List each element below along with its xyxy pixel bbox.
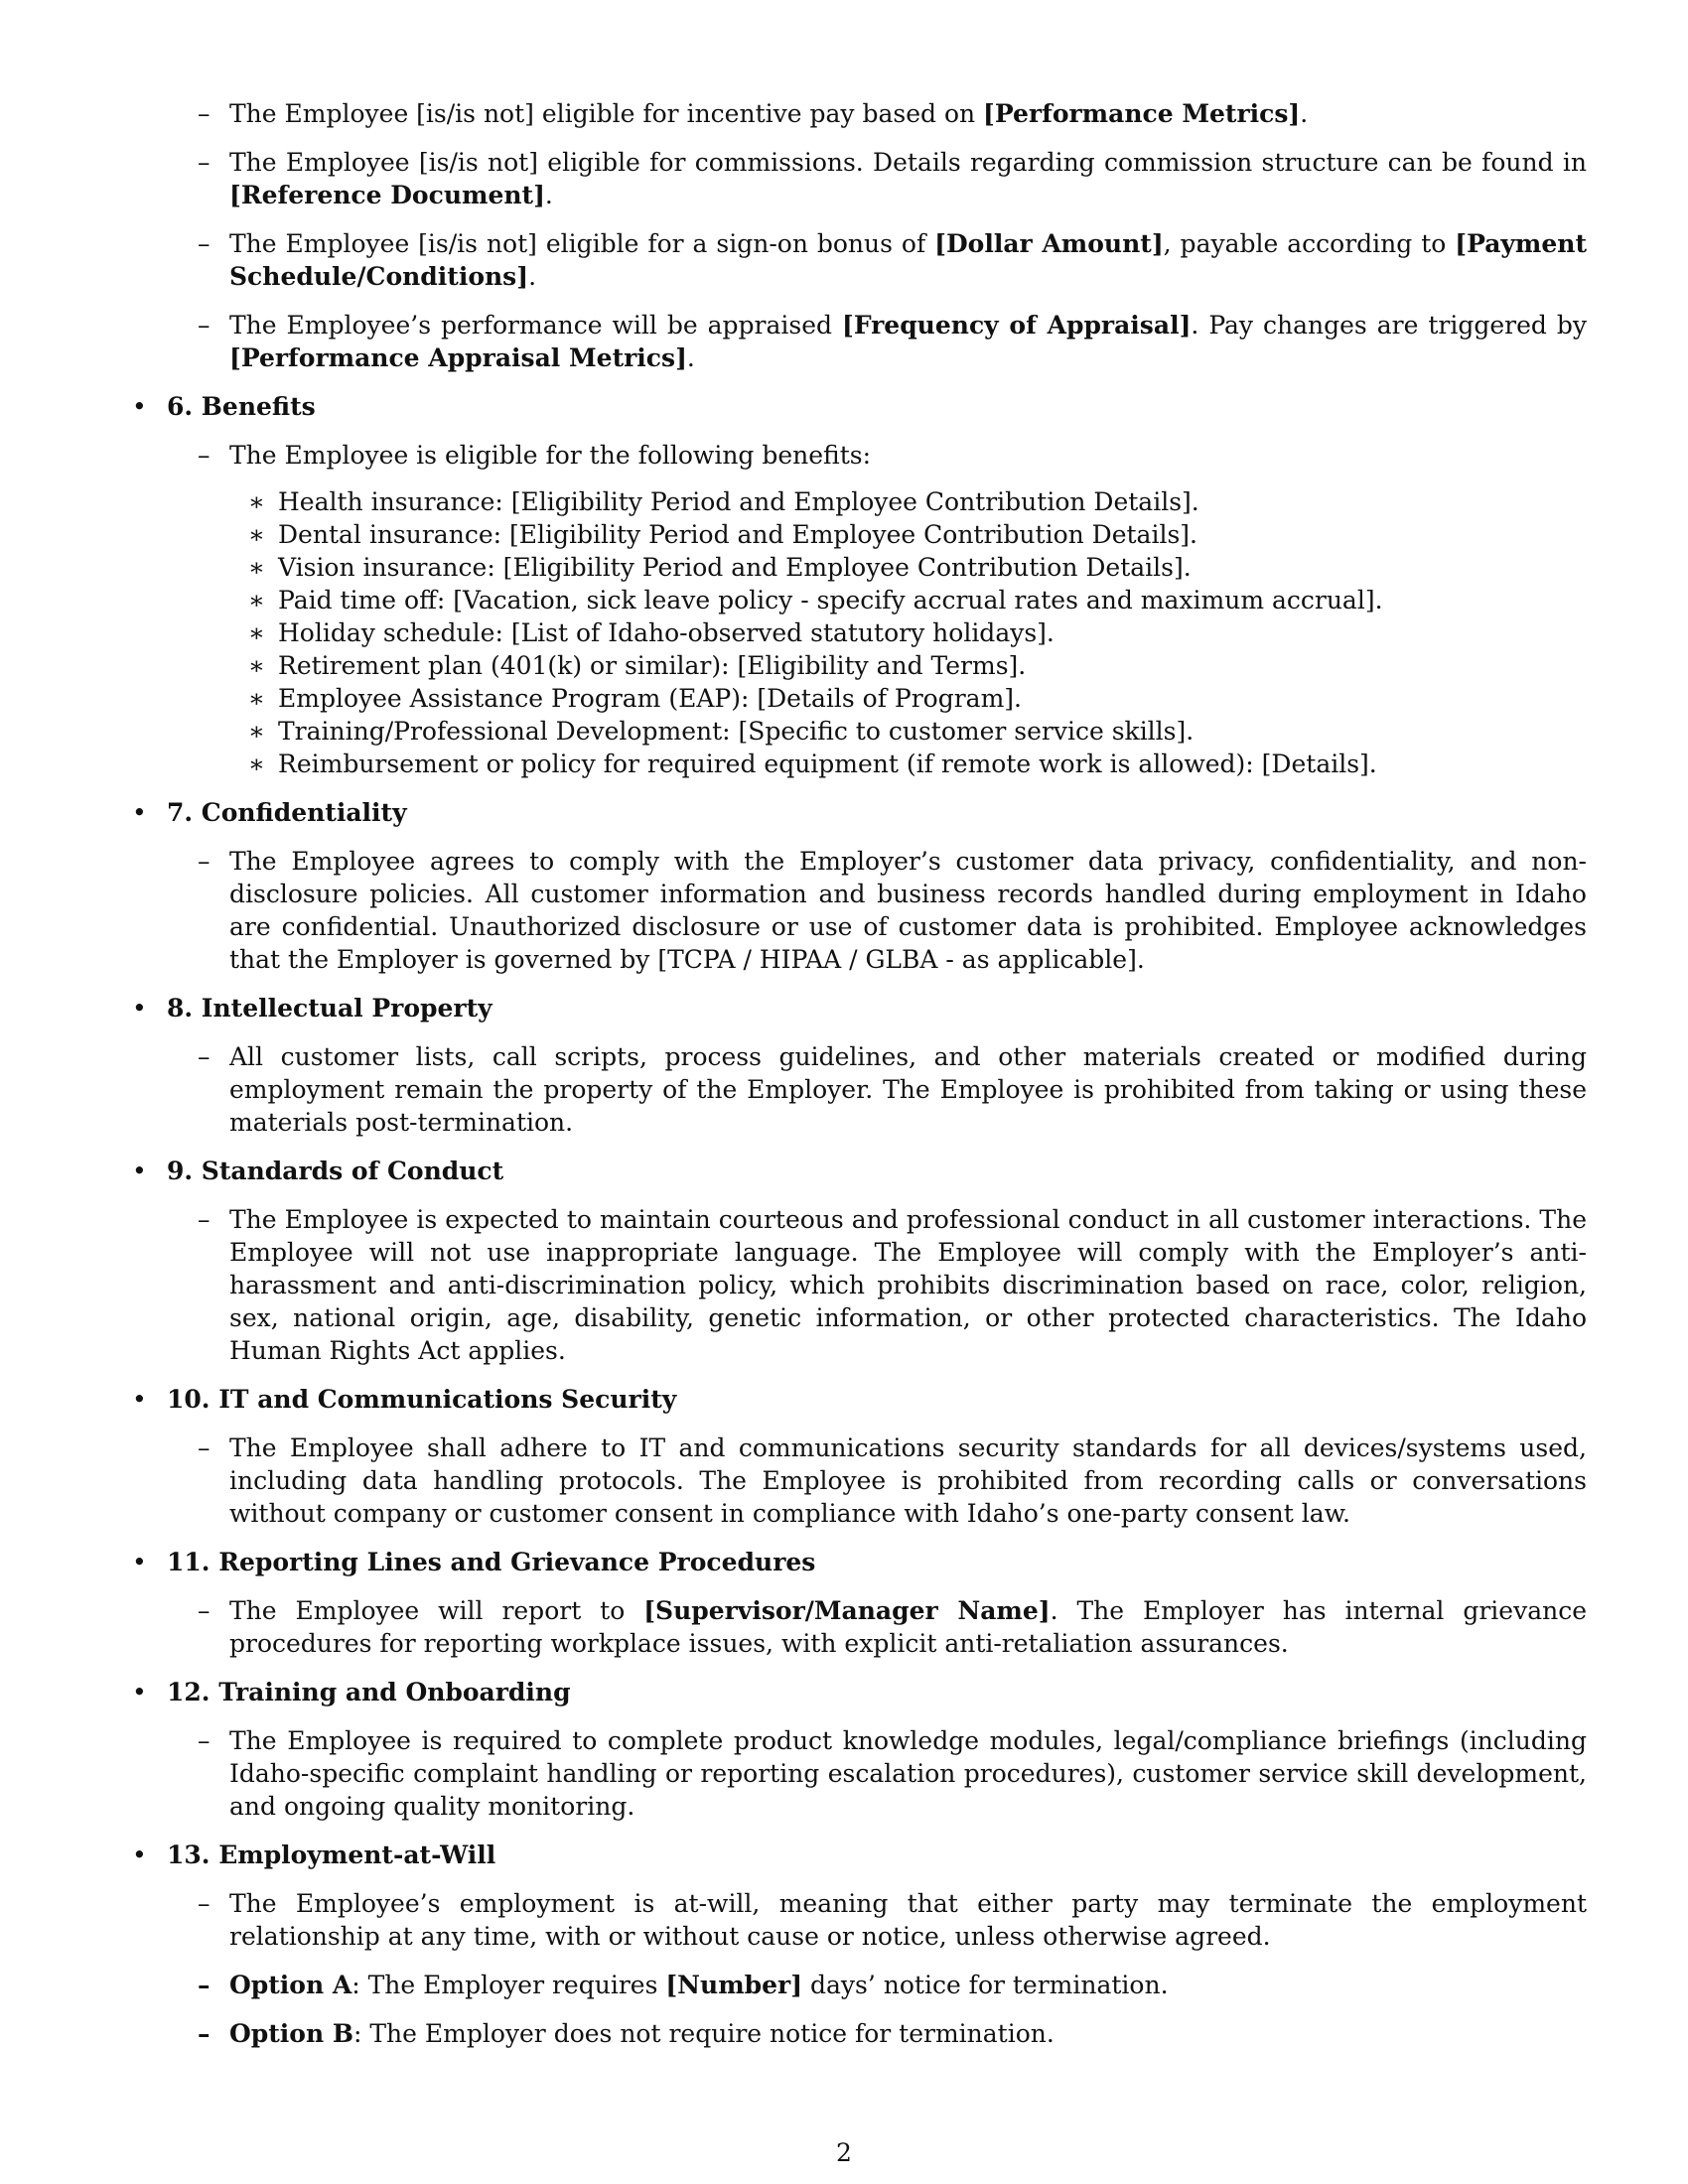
bullet-marker: •: [132, 1385, 147, 1414]
list-item: ∗ Holiday schedule: [List of Idaho-observed statutory holidays].: [248, 618, 1055, 647]
standards-of-conduct-text: – The Employee is expected to maintain courteous and professional conduct in all customer interactions. The Employee will not use inappropriate language. The Employee will comply with the Employer’s anti-harassment and anti-discrimination policy, which prohibits discrimination based on race, color, religion, sex, national origin, age, disability, genetic information, or other protected characteristics. The Idaho Human Rights Act applies.: [198, 1205, 1587, 1365]
dash-marker: –: [198, 1889, 211, 1918]
it-security-text: – The Employee shall adhere to IT and communications security standards for all devices/systems used, including data handling protocols. The Employee is prohibited from recording calls or conversations without company or customer consent in compliance with Idaho’s one-party consent law.: [198, 1433, 1587, 1528]
section-heading-it-security: • 10. IT and Communications Security: [132, 1385, 677, 1414]
dash-marker: –: [198, 847, 211, 876]
bullet-marker: •: [132, 1678, 147, 1706]
incentive-pay-item: – The Employee [is/is not] eligible for incentive pay based on [Performance Metrics].: [198, 99, 1309, 128]
list-item: ∗ Employee Assistance Program (EAP): [Details of Program].: [248, 684, 1022, 713]
intellectual-property-text: – All customer lists, call scripts, process guidelines, and other materials created or modified during employment remain the property of the Employer. The Employee is prohibited from taking or using these materials post-termination.: [198, 1042, 1587, 1137]
dash-marker: –: [198, 1042, 211, 1071]
benefits-list: [132, 485, 1587, 780]
list-item: ∗ Vision insurance: [Eligibility Period and Employee Contribution Details].: [248, 553, 1192, 582]
section-heading-benefits: • 6. Benefits: [132, 392, 316, 421]
bullet-marker: •: [132, 1548, 147, 1576]
dash-marker: –: [198, 1205, 211, 1234]
performance-appraisal-item: – The Employee’s performance will be appraised [Frequency of Appraisal]. Pay changes are triggered by [Performance Appraisal Metrics].: [198, 311, 1587, 372]
employment-at-will-text: – The Employee’s employment is at-will, meaning that either party may terminate the employment relationship at any time, with or without cause or notice, unless otherwise agreed.: [198, 1889, 1587, 1951]
page-number: 2: [836, 2138, 852, 2167]
section-heading-reporting-lines: • 11. Reporting Lines and Grievance Procedures: [132, 1548, 816, 1576]
section-heading-employment-at-will: • 13. Employment-at-Will: [132, 1841, 496, 1869]
benefits-intro: – The Employee is eligible for the following benefits:: [198, 441, 872, 470]
list-item: ∗ Training/Professional Development: [Specific to customer service skills].: [248, 717, 1195, 746]
bullet-marker: •: [132, 798, 147, 827]
dash-marker: –: [198, 2019, 211, 2048]
dash-marker: –: [198, 441, 211, 470]
training-text: – The Employee is required to complete product knowledge modules, legal/compliance briefings (including Idaho-specific complaint handling or reporting escalation procedures), customer service skill development, and ongoing quality monitoring.: [198, 1726, 1587, 1821]
section-heading-intellectual-property: • 8. Intellectual Property: [132, 994, 492, 1023]
confidentiality-text: – The Employee agrees to comply with the Employer’s customer data privacy, confidentiality, and non-disclosure policies. All customer information and business records handled during employment in Idaho are confidential. Unauthorized disclosure or use of customer data is prohibited. Employee acknowledges that the Employer is governed by [TCPA / HIPAA / GLBA - as applicable].: [198, 847, 1587, 974]
reporting-lines-text: – The Employee will report to [Supervisor/Manager Name]. The Employer has internal grievance procedures for reporting workplace issues, with explicit anti-retaliation assurances.: [198, 1596, 1588, 1658]
dash-marker: –: [198, 1971, 211, 1999]
dash-marker: –: [198, 1726, 211, 1755]
bullet-marker: •: [132, 1157, 147, 1185]
list-item: ∗ Retirement plan (401(k) or similar): [Eligibility and Terms].: [248, 651, 1027, 680]
document-body: [132, 97, 1587, 2066]
option-a-item: – Option A: The Employer requires [Number] days’ notice for termination.: [198, 1971, 1169, 1999]
bullet-marker: •: [132, 392, 147, 421]
section-heading-training: • 12. Training and Onboarding: [132, 1678, 571, 1706]
list-item: ∗ Paid time off: [Vacation, sick leave policy - specify accrual rates and maximum accrual].: [248, 586, 1383, 614]
dash-marker: –: [198, 99, 211, 128]
bullet-marker: •: [132, 994, 147, 1023]
dash-marker: –: [198, 311, 211, 340]
bullet-marker: •: [132, 1841, 147, 1869]
dash-marker: –: [198, 1596, 211, 1625]
dash-marker: –: [198, 1433, 211, 1462]
sign-on-bonus-item: – The Employee [is/is not] eligible for a sign-on bonus of [Dollar Amount], payable according to [Payment Schedule/Conditions].: [198, 229, 1587, 291]
list-item: ∗ Dental insurance: [Eligibility Period and Employee Contribution Details].: [248, 520, 1197, 549]
dash-marker: –: [198, 148, 211, 177]
list-item: ∗ Health insurance: [Eligibility Period and Employee Contribution Details].: [248, 487, 1199, 516]
list-item: ∗ Reimbursement or policy for required equipment (if remote work is allowed): [Details].: [248, 750, 1377, 778]
option-b-item: – Option B: The Employer does not require notice for termination.: [198, 2019, 1055, 2048]
section-heading-standards-of-conduct: • 9. Standards of Conduct: [132, 1157, 504, 1185]
dash-marker: –: [198, 229, 211, 258]
commissions-item: – The Employee [is/is not] eligible for commissions. Details regarding commission structure can be found in [Reference Document].: [198, 148, 1587, 209]
section-heading-confidentiality: • 7. Confidentiality: [132, 798, 407, 827]
